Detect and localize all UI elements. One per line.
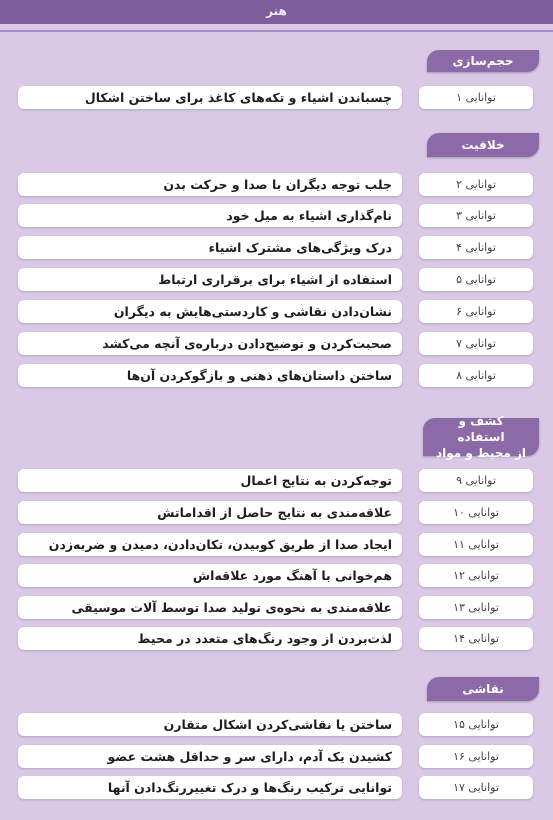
skill-text: استفاده از اشیاء برای برقراری ارتباط <box>18 268 402 291</box>
ability-label: توانایی ۱۵ <box>419 713 533 736</box>
skill-text: چسباندن اشیاء و تکه‌های کاغذ برای ساختن اشکال <box>18 86 402 109</box>
skill-text: ساختن یا نقاشی‌کردن اشکال متقارن <box>18 713 402 736</box>
ability-label: توانایی ۷ <box>419 332 533 355</box>
section-header-painting <box>427 677 539 701</box>
ability-label: توانایی ۲ <box>419 173 533 196</box>
skill-text: هم‌خوانی با آهنگ مورد علاقه‌اش <box>18 564 402 587</box>
table-row <box>18 364 533 387</box>
skill-text: توجه‌کردن به نتایج اعمال <box>18 469 402 492</box>
table-row <box>18 469 533 492</box>
table-row <box>18 713 533 736</box>
section-header-volume <box>427 50 539 72</box>
header-divider <box>0 30 553 32</box>
ability-label: توانایی ۱۱ <box>419 533 533 556</box>
section-header-creativity <box>427 133 539 157</box>
table-row <box>18 173 533 196</box>
skill-text: جلب توجه دیگران با صدا و حرکت بدن <box>18 173 402 196</box>
table-row <box>18 745 533 768</box>
skill-text: علاقه‌مندی به نتایج حاصل از اقداماتش <box>18 501 402 524</box>
table-row <box>18 268 533 291</box>
skill-text: توانایی ترکیب رنگ‌ها و درک تغییررنگ‌دادن آنها <box>18 776 402 799</box>
table-row <box>18 236 533 259</box>
skill-text: صحبت‌کردن و توضیح‌دادن درباره‌ی آنچه می‌کشد <box>18 332 402 355</box>
section-label-line2: از محیط و مواد <box>435 446 527 461</box>
section-label-line1: کشف و استفاده <box>457 413 505 444</box>
skill-text: کشیدن یک آدم، دارای سر و حداقل هشت عضو <box>18 745 402 768</box>
ability-label: توانایی ۴ <box>419 236 533 259</box>
table-row <box>18 776 533 799</box>
ability-label: توانایی ۱۰ <box>419 501 533 524</box>
ability-label: توانایی ۱۷ <box>419 776 533 799</box>
skill-text: علاقه‌مندی به نحوه‌ی تولید صدا توسط آلات موسیقی <box>18 596 402 619</box>
section-label: خلاقیت <box>461 137 505 152</box>
table-row <box>18 596 533 619</box>
ability-label: توانایی ۶ <box>419 300 533 323</box>
table-row <box>18 533 533 556</box>
table-row <box>18 300 533 323</box>
skill-text: نشان‌دادن نقاشی و کاردستی‌هایش به دیگران <box>18 300 402 323</box>
ability-label: توانایی ۱۲ <box>419 564 533 587</box>
ability-label: توانایی ۱۳ <box>419 596 533 619</box>
table-row <box>18 501 533 524</box>
skill-text: لذت‌بردن از وجود رنگ‌های متعدد در محیط <box>18 627 402 650</box>
ability-label: توانایی ۳ <box>419 204 533 227</box>
table-row <box>18 204 533 227</box>
page-header <box>0 0 553 24</box>
table-row <box>18 627 533 650</box>
page-title: هنر <box>266 4 287 18</box>
ability-label: توانایی ۱ <box>419 86 533 109</box>
section-header-exploration <box>423 413 539 461</box>
table-row <box>18 564 533 587</box>
skill-text: ساختن داستان‌های ذهنی و بازگوکردن آن‌ها <box>18 364 402 387</box>
skill-text: نام‌گذاری اشیاء به میل خود <box>18 204 402 227</box>
table-row <box>18 332 533 355</box>
ability-label: توانایی ۸ <box>419 364 533 387</box>
section-label: حجم‌سازی <box>452 53 514 68</box>
skill-text: ایجاد صدا از طریق کوبیدن، تکان‌دادن، دمیدن و ضربه‌زدن <box>18 533 402 556</box>
table-row <box>18 86 533 109</box>
skill-text: درک ویژگی‌های مشترک اشیاء <box>18 236 402 259</box>
ability-label: توانایی ۵ <box>419 268 533 291</box>
section-label: نقاشی <box>462 681 504 696</box>
ability-label: توانایی ۱۶ <box>419 745 533 768</box>
ability-label: توانایی ۱۴ <box>419 627 533 650</box>
ability-label: توانایی ۹ <box>419 469 533 492</box>
